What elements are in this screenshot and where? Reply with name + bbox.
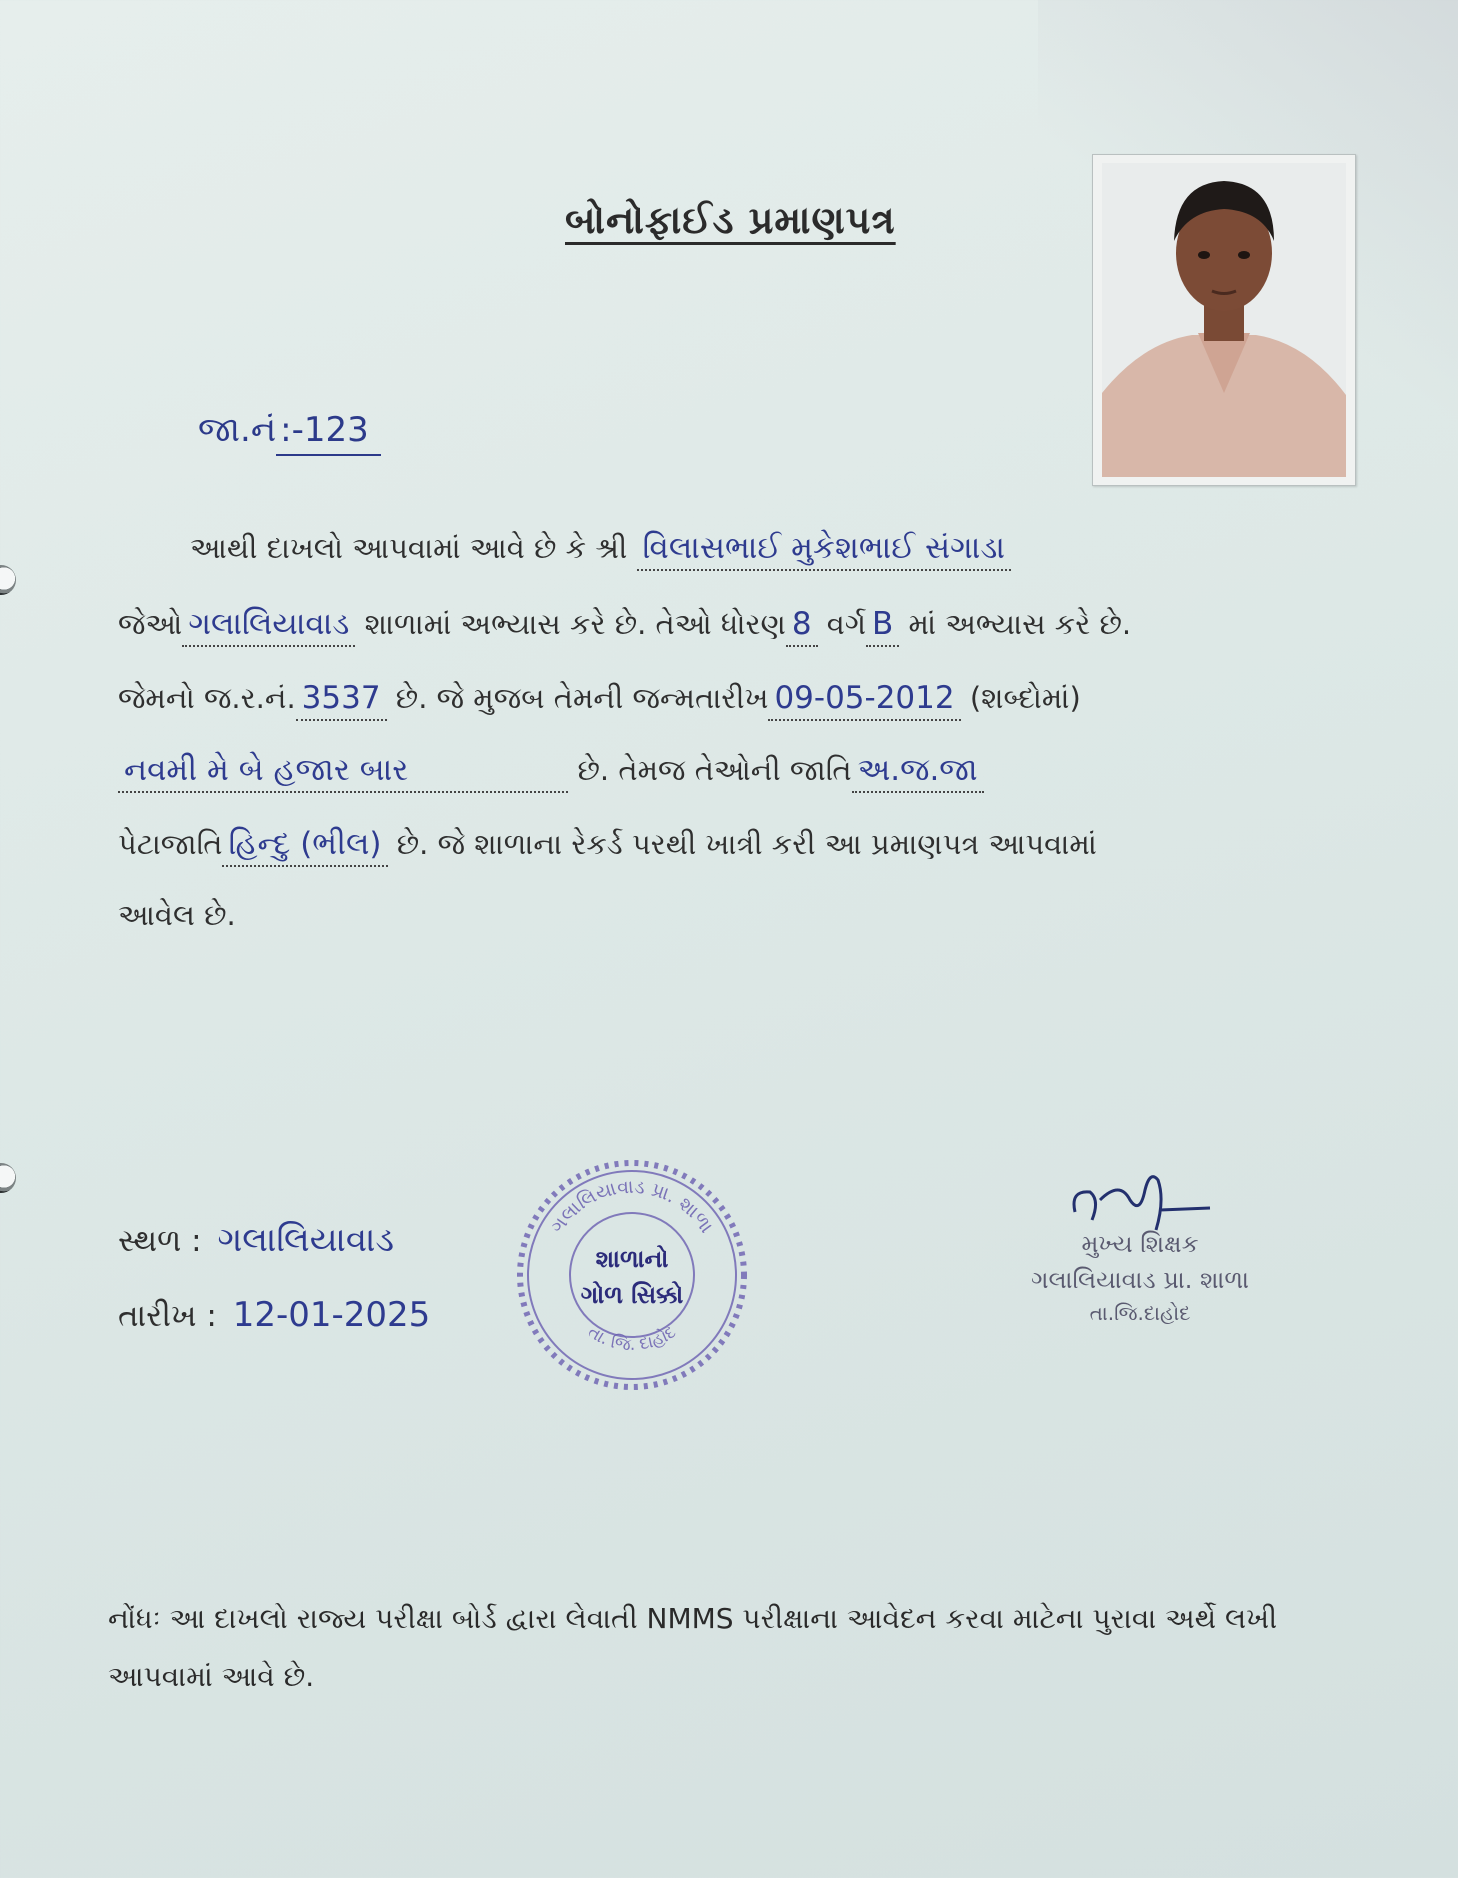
body-line-4 xyxy=(118,752,1388,789)
standard-value: 8 xyxy=(786,606,818,647)
line6-text: આવેલ છે. xyxy=(118,898,236,932)
certificate-title: બોનોફાઈડ પ્રમાણપત્ર xyxy=(565,198,896,242)
place-label: સ્થળ : xyxy=(118,1223,202,1259)
line1-prefix: આથી દાખલો આપવામાં આવે છે કે શ્રી xyxy=(190,531,628,565)
seal-ring-text: ગલાલિયાવાડ પ્રા. શાળા xyxy=(546,1175,718,1238)
subcaste-value: હિન્દુ (ભીલ) xyxy=(222,826,387,867)
body-line-1 xyxy=(190,530,1458,567)
signature-school: ગલાલિયાવાડ પ્રા. શાળા xyxy=(1031,1266,1249,1294)
line2-suffix: માં અભ્યાસ કરે છે. xyxy=(908,607,1132,641)
line5-prefix: પેટાજાતિ xyxy=(118,827,223,861)
place-value: ગલાલિયાવાડ xyxy=(217,1220,395,1260)
principal-signature-block xyxy=(980,1160,1300,1350)
student-photo xyxy=(1092,154,1356,486)
outward-number xyxy=(198,410,381,450)
body-line-5 xyxy=(118,826,1388,863)
line3-mid: છે. જે મુજબ તેમની જન્મતારીખ xyxy=(395,681,769,715)
seal-center-top: શાળાનો xyxy=(595,1245,669,1273)
outward-number-label: જા.નં xyxy=(198,410,277,450)
line3-suffix: (શબ્દોમાં) xyxy=(969,681,1081,715)
caste-value: અ.જ.જા xyxy=(852,752,984,793)
signature-title: મુખ્ય શિક્ષક xyxy=(1081,1230,1199,1258)
body-line-2 xyxy=(118,606,1388,643)
date-row xyxy=(118,1295,436,1335)
date-value: 12-01-2025 xyxy=(232,1295,431,1335)
birth-date: 09-05-2012 xyxy=(768,680,960,721)
seal-bottom-text: તા. જિ. દાહોદ xyxy=(584,1322,680,1356)
line2-mid: શાળામાં અભ્યાસ કરે છે. તેઓ ધોરણ xyxy=(364,607,786,641)
signature-scribble-icon xyxy=(1074,1177,1210,1230)
svg-text:તા. જિ. દાહોદ xyxy=(584,1322,680,1355)
class-label: વર્ગ xyxy=(826,607,867,641)
line2-prefix: જેઓ xyxy=(118,607,183,641)
division-value: B xyxy=(866,606,899,647)
body-line-6 xyxy=(118,898,1388,933)
school-name: ગલાલિયાવાડ xyxy=(182,606,355,647)
footnote: નોંધઃ આ દાખલો રાજ્ય પરીક્ષા બોર્ડ દ્વારા લેવાતી NMMS પરીક્ષાના આવેદન કરવા માટેના પુરાવા અર્થે લખી આપવામાં આવે છે. xyxy=(108,1602,1278,1693)
student-portrait-icon xyxy=(1102,163,1346,477)
punch-hole-icon xyxy=(0,1163,16,1193)
line3-prefix: જેમનો જ.ર.નં. xyxy=(118,681,296,715)
signature-taluka: તા.જિ.દાહોદ xyxy=(1089,1301,1191,1325)
line5-suffix: છે. જે શાળાના રેકર્ડ પરથી ખાત્રી કરી આ પ્રમાણપત્ર આપવામાં xyxy=(396,827,1097,861)
line4-mid: છે. તેમજ તેઓની જાતિ xyxy=(577,753,852,787)
place-row xyxy=(118,1220,400,1260)
gr-number: 3537 xyxy=(296,680,387,721)
seal-center-bottom: ગોળ સિક્કો xyxy=(580,1281,684,1309)
school-seal xyxy=(512,1155,752,1395)
birth-date-words: નવમી મે બે હજાર બાર xyxy=(118,752,568,793)
body-line-3 xyxy=(118,680,1388,716)
student-name: વિલાસભાઈ મુકેશભાઈ સંગાડા xyxy=(637,530,1011,571)
date-label: તારીખ : xyxy=(118,1298,217,1334)
svg-text:ગલાલિયાવાડ પ્રા. શાળા xyxy=(546,1176,717,1238)
punch-hole-icon xyxy=(0,565,16,595)
outward-number-value: :-123 xyxy=(276,410,381,456)
